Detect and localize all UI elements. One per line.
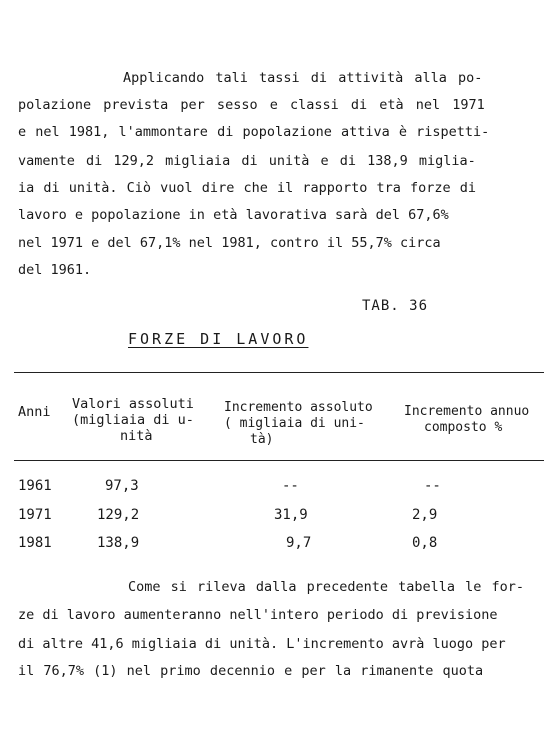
column-header-line: tà) [250,432,274,447]
cell-absolute-value: 97,3 [105,478,139,494]
intro-line: lavoro e popolazione in età lavorativa sarà del 67,6% [18,207,449,223]
column-header-line: (migliaia di u- [72,412,194,428]
table-reference: TAB. 36 [362,298,429,314]
outro-line: il 76,7% (1) nel primo decennio e per la rimanente quota [18,663,484,679]
column-header-incremento-assoluto [224,400,373,448]
cell-annual-increment: 2,9 [412,507,438,523]
cell-absolute-increment: -- [282,478,299,494]
column-header-line: Anni [18,404,51,420]
column-header-line: Incremento annuo [404,404,530,419]
intro-line: e nel 1981, l'ammontare di popolazione attiva è rispetti- [18,124,490,140]
column-header-line: Valori assoluti [72,396,194,412]
cell-absolute-increment: 9,7 [286,535,312,551]
intro-line: polazione prevista per sesso e classi di età nel 1971 [18,97,485,113]
table-header-rule [14,460,544,461]
column-header-line: ( migliaia di uni- [224,416,365,431]
column-header-valori-assoluti [72,396,194,444]
table-title: FORZE DI LAVORO [128,330,309,348]
cell-absolute-increment: 31,9 [274,507,308,523]
cell-absolute-value: 129,2 [97,507,140,523]
cell-annual-increment: 0,8 [412,535,438,551]
outro-line: di altre 41,6 migliaia di unità. L'incremento avrà luogo per [18,636,506,652]
cell-year: 1971 [18,507,52,523]
outro-line: ze di lavoro aumenteranno nell'intero periodo di previsione [18,607,498,623]
table-top-rule [14,372,544,373]
column-header-line: composto % [424,420,503,435]
column-header-line: nità [120,428,153,444]
intro-line: vamente di 129,2 migliaia di unità e di 138,9 miglia- [18,153,476,169]
intro-line: nel 1971 e del 67,1% nel 1981, contro il 55,7% circa [18,235,441,251]
cell-absolute-value: 138,9 [97,535,140,551]
column-header-incremento-annuo [404,404,529,436]
intro-line: ia di unità. Ciò vuol dire che il rapporto tra forze di [18,180,477,196]
column-header-anni [18,404,51,420]
intro-line: del 1961. [18,262,92,278]
cell-year: 1981 [18,535,52,551]
outro-line: Come si rileva dalla precedente tabella le for- [128,579,525,595]
intro-line: Applicando tali tassi di attività alla po- [123,70,483,86]
cell-year: 1961 [18,478,52,494]
column-header-line: Incremento assoluto [224,400,373,415]
cell-annual-increment: -- [424,478,441,494]
